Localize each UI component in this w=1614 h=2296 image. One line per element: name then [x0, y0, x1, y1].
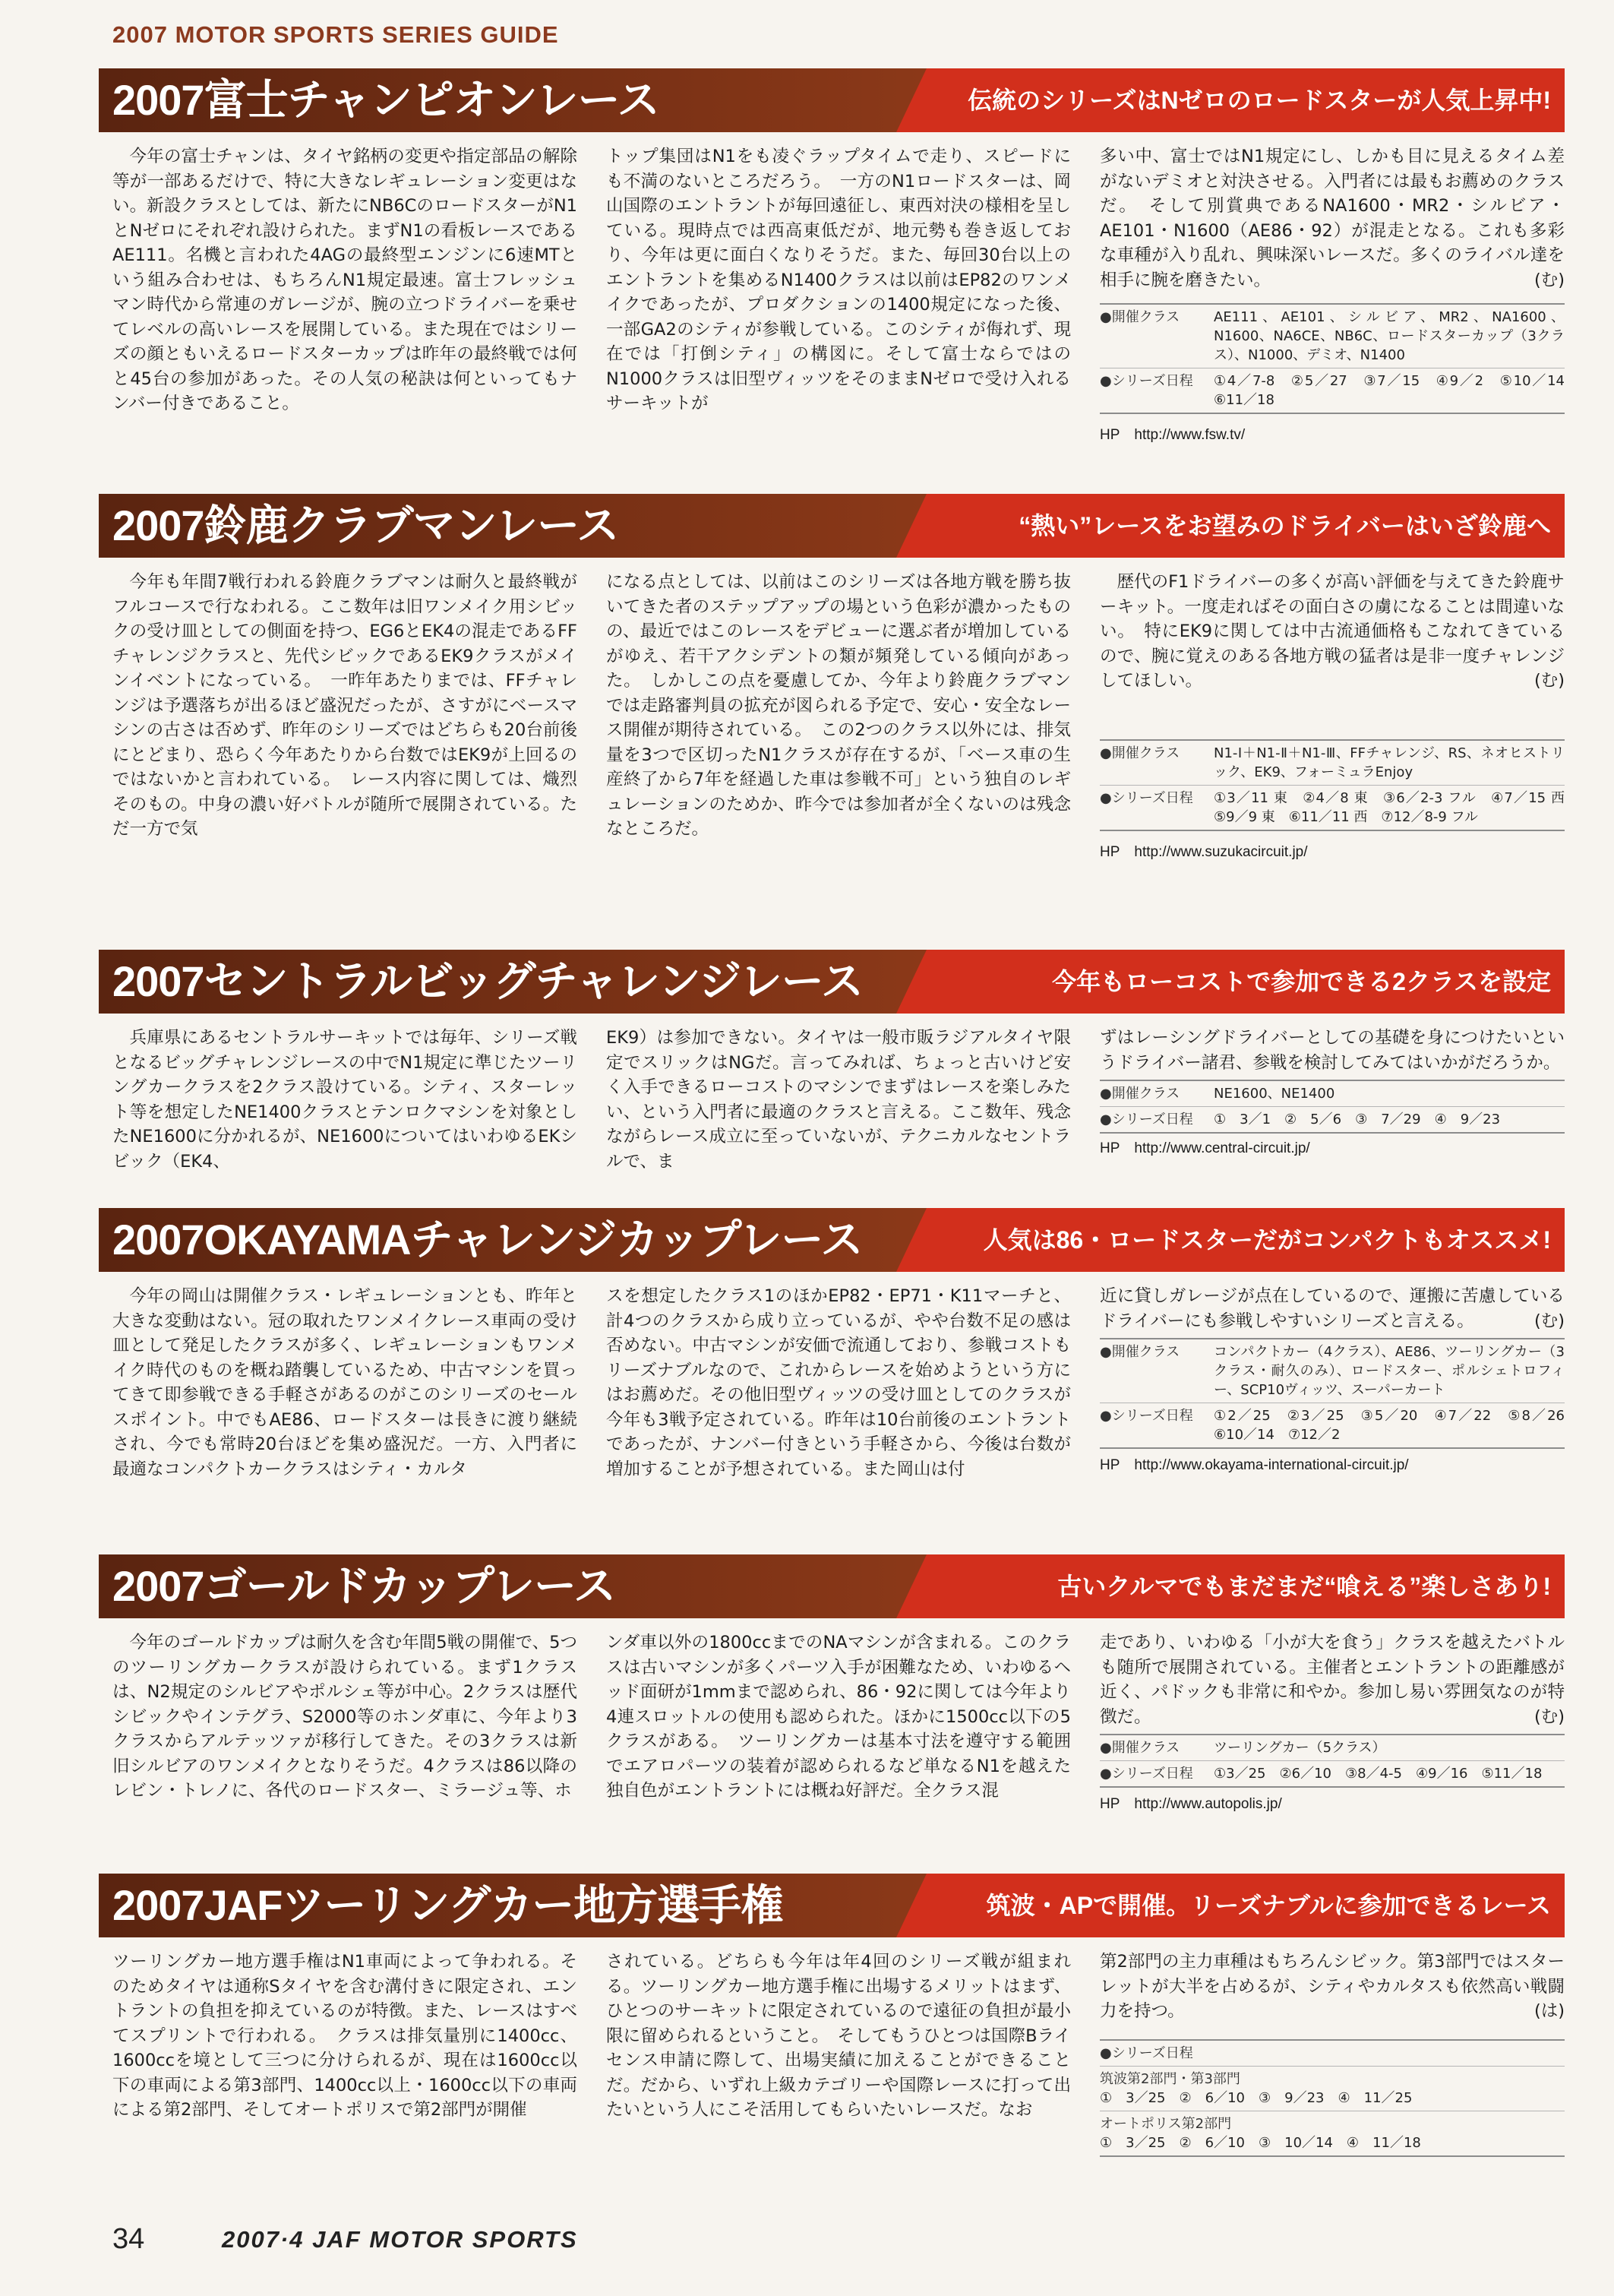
column-3 [1100, 144, 1578, 448]
body-text: になる点としては、以前はこのシリーズは各地方戦を勝ち抜いてきた者のステップアップの場という色彩が濃かったものの、最近ではこのレースをデビューに選ぶ者が増加しているがゆえ、若干アクシデントの類が頻発している傾向があった。 しかしこの点を憂慮してか、今年より鈴鹿クラブマンでは走路審判員の拡充が図られる予定で、安心・安全なレース開催が期待されている。 この2つのクラス以外には、排気量を3つで区切ったN1クラスが存在するが、「ベース車の生産終了から7年を経過した車は参戦不可」という独自のレギュレーションのためか、昨今では参加者が全くないのは残念なところだ。 [606, 572, 1071, 839]
body-text: ずはレーシングドライバーとしての基礎を身につけたいというドライバー諸君、参戦を検討してみてはいかがだろうか。 [1100, 1028, 1565, 1073]
section-subtitle: 古いクルマでもまだまだ“喰える”楽しさあり! [1057, 1573, 1551, 1600]
info-box [1100, 739, 1578, 831]
section-title: 2007ゴールドカップレース [112, 1562, 616, 1610]
section-banner [99, 494, 1565, 558]
column-3 [1100, 570, 1578, 865]
info-box [1100, 1080, 1565, 1134]
homepage-link[interactable]: HP http://www.central-circuit.jp/ [1100, 1140, 1310, 1156]
body-text: 第2部門の主力車種はもちろんシビック。第3部門ではスターレットが大半を占めるが、シティやカルタスも依然高い戦闘力を持つ。 (は) [1100, 1950, 1565, 2024]
guide-header: 2007 MOTOR SPORTS SERIES GUIDE [112, 21, 559, 48]
info-box [1100, 303, 1578, 414]
info-row: ●開催クラス NE1600、NE1400 [1100, 1081, 1565, 1107]
column-1 [112, 1950, 577, 2123]
section-subtitle: 伝統のシリーズはNゼロのロードスターが人気上昇中! [968, 87, 1551, 114]
info-box [1100, 1338, 1578, 1449]
body-text: 今年の岡山は開催クラス・レギュレーションとも、昨年と大きな変動はない。冠の取れたワンメイクレース車両の受け皿として発足したクラスが多く、レギュレーションもワンメイク時代のものを概ね踏襲しているため、中古マシンを買ってきて即参戦できる手軽さがあるのがこのシリーズのセールスポイント。中でもAE86、ロードスターは長きに渡り継続され、今でも常時20台ほどを集め盛況だ。一方、入門者に最適なコンパクトカークラスはシティ・カルタ [112, 1286, 577, 1479]
info-row: ●開催クラス ツーリングカー（5クラス） [1100, 1735, 1565, 1761]
info-row: オートポリス第2部門 ① 3／25 ② 6／10 ③ 10／14 ④ 11／18 [1100, 2115, 1421, 2151]
column-1 [112, 144, 577, 416]
column-2 [606, 1950, 1071, 2123]
homepage-link[interactable]: HP http://www.okayama-international-circuit.jp/ [1100, 1457, 1409, 1473]
body-text: EK9）は参加できない。タイヤは一般市販ラジアルタイヤ限定でスリックはNGだ。言ってみれば、ちょっと古いけど安く入手できるローコストのマシンでまずはレースを楽しみたい、という入門者に最適のクラスと言える。ここ数年、残念ながらレース成立に至っていないが、テクニカルなセントラルで、ま [606, 1028, 1071, 1172]
column-2 [606, 1630, 1071, 1804]
body-text: 歴代のF1ドライバーの多くが高い評価を与えてきた鈴鹿サーキット。一度走ればその面白さの虜になることは間違いない。 特にEK9に関しては中古流通価格もこなれてきているので、腕に覚えのある各地方戦の猛者は是非一度チャレンジしてほしい。 (む) [1100, 570, 1565, 694]
author-initial: (む) [1533, 1706, 1565, 1727]
column-1 [112, 570, 577, 842]
magazine-footer: 2007·4 JAF MOTOR SPORTS [222, 2226, 578, 2253]
body-text: ンダ車以外の1800ccまでのNAマシンが含まれる。このクラスは古いマシンが多くパーツ入手が困難なため、いわゆるヘッド面研が1mmまで認められ、86・92に関しては今年より4連スロットルの使用も認められた。ほかに1500cc以下の5クラスがある。 ツーリングカーは基本寸法を遵守する範囲でエアロパーツの装着が認められるなど単なるN1を越えた独自色がエントラントには概ね好評だ。全クラス混 [606, 1633, 1071, 1801]
body-text: 今年も年間7戦行われる鈴鹿クラブマンは耐久と最終戦がフルコースで行なわれる。ここ数年は旧ワンメイク用シビックの受け皿としての側面を持つ、EG6とEK4の混走であるFFチャレンジクラスと、先代シビックであるEK9クラスがメインイベントになっている。 一昨年あたりまでは、FFチャレンジは予選落ちが出るほど盛況だったが、さすがにベースマシンの古さは否めず、昨年のシリーズではどちらも20台前後にとどまり、恐らく今年あたりから台数ではEK9が上回るのではないかと言われている。 レース内容に関しては、熾烈そのもの。中身の濃い好バトルが随所で展開されている。ただ一方で気 [112, 572, 577, 839]
page-number: 34 [112, 2223, 145, 2255]
column-2 [606, 1026, 1071, 1174]
section-banner [99, 1208, 1565, 1272]
column-3 [1100, 1630, 1565, 1817]
info-row: ●シリーズ日程 ①3／11 東 ②4／8 東 ③6／2-3 フル ④7／15 西 ⑤9／9 東 ⑥11／11 西 ⑦12／8-9 フル [1100, 789, 1578, 825]
body-text: 今年のゴールドカップは耐久を含む年間5戦の開催で、5つのツーリングカークラスが設けられている。まず1クラスは、N2規定のシルビアやポルシェ等が中心。2クラスは歴代シビックやインテグラ、S2000等のホンダ車に、今年より3クラスからアルテッツァが移行してきた。その3クラスは新旧シルビアのワンメイクとなりそうだ。4クラスは86以降のレビン・トレノに、各代のロードスター、ミラージュ等、ホ [112, 1633, 577, 1801]
column-2 [606, 1284, 1071, 1482]
info-box [1100, 1734, 1565, 1788]
body-text: 兵庫県にあるセントラルサーキットでは毎年、シリーズ戦となるビッグチャレンジレースの中でN1規定に準じたツーリングカークラスを2クラス設けている。シティ、スターレット等を想定したNE1400クラスとテンロクマシンを対象としたNE1600に分かれるが、NE1600についてはいわゆるEKシビック（EK4、 [112, 1028, 577, 1172]
homepage-link[interactable]: HP http://www.suzukacircuit.jp/ [1100, 843, 1308, 860]
column-3 [1100, 1950, 1565, 2157]
info-row: ●シリーズ日程 ①2／25 ②3／25 ③5／20 ④7／22 ⑤8／26 ⑥10／14 ⑦12／2 [1100, 1408, 1578, 1443]
homepage-link[interactable]: HP http://www.autopolis.jp/ [1100, 1796, 1282, 1812]
column-1 [112, 1026, 577, 1174]
body-text: 近に貸しガレージが点在しているので、運搬に苦慮しているドライバーにも参戦しやすいシリーズと言える。 (む) [1100, 1284, 1565, 1333]
column-2 [606, 570, 1071, 842]
body-text: 今年の富士チャンは、タイヤ銘柄の変更や指定部品の解除等が一部あるだけで、特に大きなレギュレーション変更はない。新設クラスとしては、新たにNB6CのロードスターがN1とNゼロにそれぞれ設けられた。まずN1の看板レースであるAE111。名機と言われた4AGの最終型エンジンに6速MTという組み合わせは、もちろんN1規定最速。富士フレッシュマン時代から常連のガレージが、腕の立つドライバーを乗せてレベルの高いレースを展開している。また現在ではシリーズの顔ともいえるロードスターカップは昨年の最終戦では何と45台の参加があった。その人気の秘訣は何といってもナンバー付きであること。 [112, 147, 577, 413]
info-row: ●シリーズ日程 [1100, 2041, 1565, 2067]
section-subtitle: 今年もローコストで参加できる2クラスを設定 [1052, 968, 1551, 995]
section-subtitle: 人気は86・ロードスターだがコンパクトもオススメ! [983, 1226, 1551, 1254]
info-row: ●シリーズ日程 ① 3／1 ② 5／6 ③ 7／29 ④ 9／23 [1100, 1112, 1501, 1127]
column-2 [606, 144, 1071, 416]
body-text: 多い中、富士ではN1規定にし、しかも目に見えるタイム差がないデミオと対決させる。入門者には最もお薦めのクラスだ。 そして別賞典であるNA1600・MR2・シルビア・AE101・N1600（AE86・92）が混走となる。これも多彩な車種が入り乱れ、興味深いレースだ。多くのライバル達を相手に腕を磨きたい。 (む) [1100, 144, 1565, 293]
section-subtitle: “熱い”レースをお望みのドライバーはいざ鈴鹿へ [1019, 512, 1551, 539]
body-text: ツーリングカー地方選手権はN1車両によって争われる。そのためタイヤは通称Sタイヤを含む溝付きに限定され、エントラントの負担を抑えているのが特徴。また、レースはすべてスプリントで行われる。 クラスは排気量別に1400cc、1600ccを境として三つに分けられるが、現在は1600cc以下の車両による第3部門、1400cc以上・1600cc以下の車両による第2部門、そしてオートポリスで第2部門が開催 [112, 1952, 577, 2120]
column-3 [1100, 1026, 1565, 1162]
section-title: 2007セントラルビッグチャレンジレース [112, 957, 863, 1005]
section-title: 2007OKAYAMAチャレンジカップレース [112, 1216, 863, 1263]
section-banner [99, 68, 1565, 132]
homepage-link[interactable]: HP http://www.fsw.tv/ [1100, 427, 1246, 443]
author-initial: (は) [1533, 2001, 1565, 2021]
info-box [1100, 2039, 1565, 2157]
section-subtitle: 筑波・APで開催。リーズナブルに参加できるレース [986, 1892, 1551, 1919]
info-row: ●シリーズ日程 ①3／25 ②6／10 ③8／4-5 ④9／16 ⑤11／18 [1100, 1766, 1543, 1782]
author-initial: (む) [1533, 671, 1565, 691]
body-text: トップ集団はN1をも凌ぐラップタイムで走り、スピードにも不満のないところだろう。 一方のN1ロードスターは、岡山国際のエントラントが毎回遠征し、東西対決の様相を呈している。現時点では西高東低だが、地元勢も巻き返しており、今年は更に面白くなりそうだ。また、毎回30台以上のエントラントを集めるN1400クラスは以前はEP82のワンメイクであったが、プロダクションの1400規定になった後、一部GA2のシティが参戦している。このシティが侮れず、現在では「打倒シティ」の構図に。そして富士ならではのN1000クラスは旧型ヴィッツをそのままNゼロで受け入れるサーキットが [606, 147, 1071, 413]
info-row: ●開催クラス AE111、AE101、シルビア、MR2、NA1600、N1600、NA6CE、NB6C、ロードスターカップ（3クラス）、N1000、デミオ、N1400 [1100, 305, 1565, 368]
body-text: スを想定したクラス1のほかEP82・EP71・K11マーチと、計4つのクラスから成り立っているが、やや台数不足の感は否めない。中古マシンが安価で流通しており、参戦コストもリーズナブルなので、これからレースを始めようという方にはお薦めだ。その他旧型ヴィッツの受け皿としてのクラスが今年も3戦予定されている。昨年は10台前後のエントラントであったが、ナンバー付きという手軽さから、今後は台数が増加することが予想されている。また岡山は付 [606, 1286, 1071, 1479]
section-title: 2007富士チャンピオンレース [112, 76, 659, 124]
info-row: ●開催クラス コンパクトカー（4クラス）、AE86、ツーリングカー（3クラス・耐久のみ）、ロードスター、ポルシェトロフィー、SCP10ヴィッツ、スーパーカート [1100, 1339, 1565, 1403]
section-banner [99, 1874, 1565, 1937]
body-text: されている。どちらも今年は年4回のシリーズ戦が組まれる。ツーリングカー地方選手権に出場するメリットはまず、ひとつのサーキットに限定されているので遠征の負担が最小限に留められるということ。 そしてもうひとつは国際Bライセンス申請に際して、出場実績に加えることができることだ。だから、いずれ上級カテゴリーや国際レースに打って出たいという人にこそ活用してもらいたいレースだ。なお [606, 1952, 1071, 2120]
column-1 [112, 1284, 577, 1482]
body-text: 走であり、いわゆる「小が大を食う」クラスを越えたバトルも随所で展開されている。主催者とエントラントの距離感が近く、パドックも非常に和やか。参加し易い雰囲気なのが特徴だ。 (む) [1100, 1630, 1565, 1729]
section-title: 2007鈴鹿クラブマンレース [112, 501, 619, 549]
info-row: ●シリーズ日程 ①4／7-8 ②5／27 ③7／15 ④9／2 ⑤10／14 ⑥11／18 [1100, 373, 1578, 408]
info-row: 筑波第2部門・第3部門 ① 3／25 ② 6／10 ③ 9／23 ④ 11／25 [1100, 2067, 1565, 2111]
column-1 [112, 1630, 577, 1804]
column-3 [1100, 1284, 1578, 1478]
section-banner [99, 950, 1565, 1014]
section-title: 2007JAFツーリングカー地方選手権 [112, 1881, 783, 1929]
section-banner [99, 1554, 1565, 1618]
author-initial: (む) [1533, 1311, 1565, 1331]
author-initial: (む) [1533, 270, 1565, 290]
info-row: ●開催クラス N1-Ⅰ＋N1-Ⅱ＋N1-Ⅲ、FFチャレンジ、RS、ネオヒストリック、EK9、フォーミュラEnjoy [1100, 741, 1565, 786]
